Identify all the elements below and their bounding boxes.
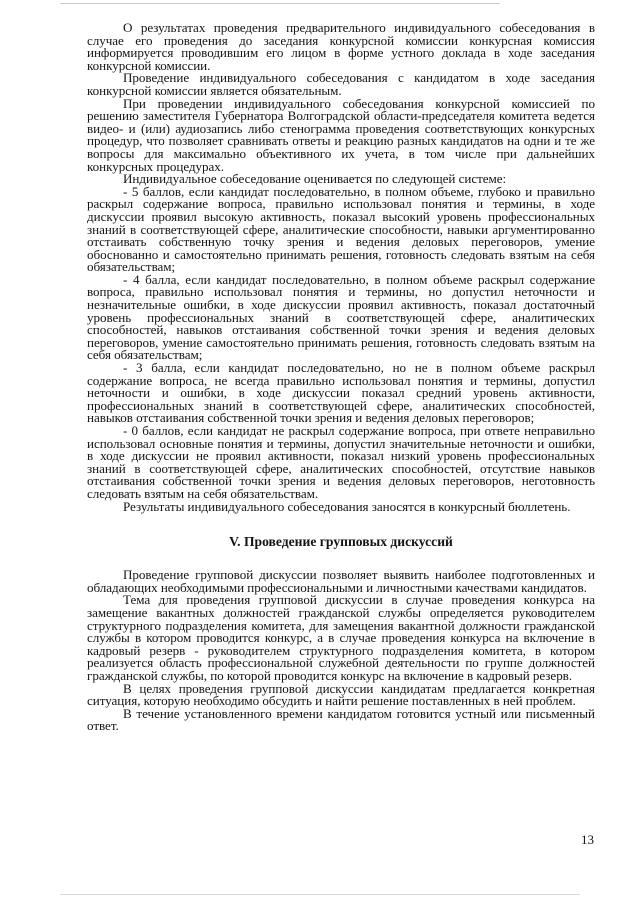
- page-body: [87, 22, 595, 733]
- paragraph-discussion-topic: Тема для проведения групповой дискуссии в случае проведения конкурса на замещение вакантных должностей гражданской службы определяется руководителем структурного подразделения комитета, для замещения вакантной должности гражданской службы в котором проводится конкурс, а в случае проведения конкурса на включение в кадровый резерв - руководителем структурного подразделения комитета, в котором реализуется область профессиональной служебной деятельности по группе должностей гражданской службы, по которой проводится конкурс на включение в кадровый резерв.: [87, 592, 595, 683]
- paragraph-group-discussion-purpose: Проведение групповой дискуссии позволяет выявить наиболее подготовленных и обладающих необходимыми профессиональными и личностными качествами кандидатов.: [87, 567, 595, 595]
- section-heading: V. Проведение групповых дискуссий: [229, 534, 453, 550]
- paragraph-interview-mandatory: Проведение индивидуального собеседования с кандидатом в ходе заседания конкурсной комиссии является обязательным.: [87, 70, 595, 98]
- scan-edge-line: [60, 3, 500, 4]
- paragraph-results-ballot: Результаты индивидуального собеседования заносятся в конкурсный бюллетень.: [123, 498, 571, 514]
- page-number: 13: [581, 832, 594, 847]
- paragraph-discussion-situation: В целях проведения групповой дискуссии кандидатам предлагается конкретная ситуация, которую необходимо обсудить и найти решение поставленных в ней проблем.: [87, 680, 595, 709]
- paragraph-answer-preparation: В течение установленного времени кандидатом готовится устный или письменный ответ.: [87, 705, 595, 734]
- paragraph-recording: При проведении индивидуального собеседования конкурсной комиссией по решению заместителя Губернатора Волгоградской области-председателя комитета ведется видео- и (или) аудиозапись либо стенограмма проведения соответствующих конкурсных процедур, что позволяет сравнивать ответы и реакцию разных кандидатов на одни и те же вопросы для максимально объективного их учета, в том числе при дальнейших конкурсных процедурах.: [87, 95, 595, 174]
- paragraph-score-4: - 4 балла, если кандидат последовательно, в полном объеме раскрыл содержание вопроса, правильно использовал понятия и термины, но допустил неточности и незначительные ошибки, в ходе дискуссии проявил активность, показал достаточный уровень профессиональных знаний в соответствующей сфере, аналитических способностей, навыков отстаивания собственной точки зрения и ведения деловых переговоров, умение самостоятельно принимать решения, готовность следовать взятым на себя обязательствам;: [87, 271, 595, 363]
- paragraph-preliminary-interview-report: О результатах проведения предварительного индивидуального собеседования в случае его проведения до заседания конкурсной комиссии конкурсная комиссия информируется проводившим его лицом в форме устного доклада в ходе заседания конкурсной комиссии.: [87, 20, 595, 73]
- paragraph-score-3: - 3 балла, если кандидат последовательно, но не в полном объеме раскрыл содержание вопроса, не всегда правильно использовал понятия и термины, допустил неточности и ошибки, в ходе дискуссии показал средний уровень активности, профессиональных знаний в соответствующей сфере, аналитических способностей, навыков отстаивания собственной точки зрения и ведения деловых переговоров;: [87, 360, 595, 426]
- scan-edge-line-bottom: [60, 894, 580, 895]
- paragraph-score-0: - 0 баллов, если кандидат не раскрыл содержание вопроса, при ответе неправильно использовал основные понятия и термины, допустил значительные неточности и ошибки, в ходе дискуссии не проявил активности, показал низкий уровень профессиональных знаний в соответствующей сфере, аналитических способностей, отсутствие навыков отстаивания собственной точки зрения и ведения деловых переговоров, неготовность следовать взятым на себя обязательствам.: [87, 423, 595, 501]
- paragraph-score-5: - 5 баллов, если кандидат последовательно, в полном объеме, глубоко и правильно раскрыл содержание вопроса, правильно использовал понятия и термины, в ходе дискуссии проявил высокую активность, показал высокий уровень профессиональных знаний в соответствующей сфере, аналитические способности, навыки аргументированно отстаивать собственную точку зрения и ведения деловых переговоров, умение обоснованно и самостоятельно принимать решения, готовность следовать взятым на себя обязательствам;: [87, 183, 595, 275]
- paragraph-scoring-intro: Индивидуальное собеседование оценивается по следующей системе:: [123, 171, 507, 187]
